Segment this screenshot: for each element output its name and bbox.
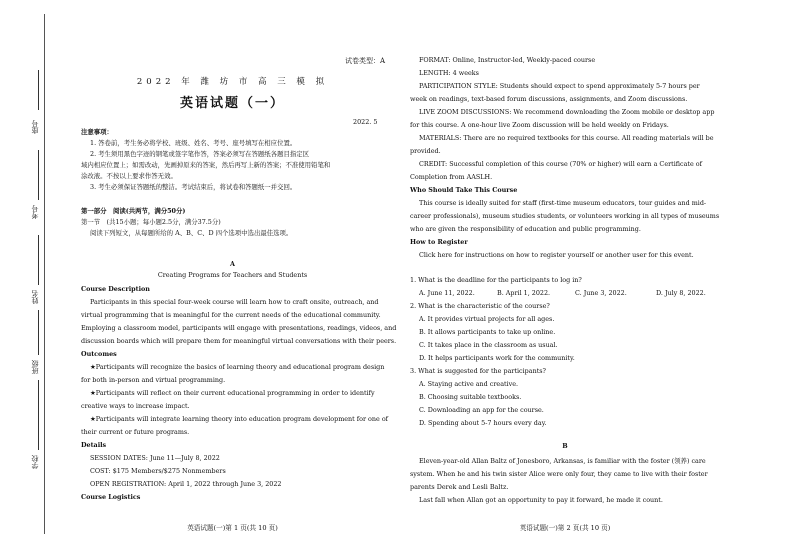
logistics-heading: Course Logistics xyxy=(81,493,141,501)
logistics-line: provided. xyxy=(410,147,441,155)
question-3: 3. What is suggested for the participants? xyxy=(410,367,546,375)
option-a: A. June 11, 2022. xyxy=(419,289,475,297)
class-label: 班级 xyxy=(31,360,39,374)
who-line: who are given the responsibility of education and public programming. xyxy=(410,225,641,233)
notice-item: 3. 考生必须保证答题纸的整洁。考试结束后，将试卷和答题纸一并交回。 xyxy=(90,183,297,191)
paragraph-line: virtual programming that is meaningful for the current needs of the educational community. xyxy=(81,311,381,319)
who-heading: Who Should Take This Course xyxy=(410,186,518,194)
outcome-item: their current or future programs. xyxy=(81,428,190,436)
detail-item: COST: $175 Members/$275 Nonmembers xyxy=(90,467,226,475)
outcome-item: ★Participants will integrate learning theory into education program development for one of xyxy=(90,415,389,423)
passage-b-line: parents Derek and Lesli Baltz. xyxy=(410,483,509,491)
notice-item: 1. 答卷前，考生务必将学校、班级、姓名、考号、座号填写在相应位置。 xyxy=(90,139,297,147)
outcome-item: ★Participants will reflect on their current educational programming in order to identify xyxy=(90,389,375,397)
option-a: A. Staying active and creative. xyxy=(419,380,519,388)
option-d: D. July 8, 2022. xyxy=(656,289,706,297)
register-heading: How to Register xyxy=(410,238,468,246)
outcome-item: creative ways to increase impact. xyxy=(81,402,190,410)
option-c: C. June 3, 2022. xyxy=(575,289,627,297)
who-line: career professionals), museum studies students, or volunteers working in all types of museums xyxy=(410,212,720,220)
logistics-line: for this course. A one-hour live Zoom discussion will be held weekly on Fridays. xyxy=(410,121,669,129)
exam-name: 2022 年 潍 坊 市 高 三 模 拟 xyxy=(136,77,329,87)
fill-line xyxy=(38,310,39,355)
passage-label: A xyxy=(230,260,235,268)
outcome-item: for both in-person and virtual programming. xyxy=(81,376,226,384)
option-c: C. Downloading an app for the course. xyxy=(419,406,544,414)
logistics-line: PARTICIPATION STYLE: Students should expect to spend approximately 5-7 hours per xyxy=(419,82,700,90)
paragraph-line: Employing a classroom model, participants will engage with presentations, readings, videos, and xyxy=(81,324,397,332)
page-footer: 英语试题(一)第 2 页(共 10 页) xyxy=(519,524,611,532)
exam-date: 2022. 5 xyxy=(353,118,378,126)
instruction: 阅读下列短文，从每题所给的 A、B、C、D 四个选项中选出最佳选项。 xyxy=(90,229,293,237)
binding-line xyxy=(44,14,45,534)
option-d: D. It helps participants work for the community. xyxy=(419,354,575,362)
logistics-line: week on readings, text-based forum discussions, assignments, and Zoom discussions. xyxy=(410,95,688,103)
page-footer: 英语试题(一)第 1 页(共 10 页) xyxy=(187,524,278,532)
notice-item: 涂改液。不按以上要求作答无效。 xyxy=(81,172,177,180)
passage-b-line: Last fall when Allan got an opportunity to pay it forward, he made it count. xyxy=(419,496,663,504)
logistics-line: LIVE ZOOM DISCUSSIONS: We recommend downloading the Zoom mobile or desktop app xyxy=(419,108,715,116)
option-b: B. Choosing suitable textbooks. xyxy=(419,393,522,401)
outcomes-heading: Outcomes xyxy=(81,350,117,358)
logistics-line: CREDIT: Successful completion of this course (70% or higher) will earn a Certificate of xyxy=(419,160,703,168)
page-title: 英语试题（一） xyxy=(179,96,285,111)
option-b: B. It allows participants to take up online. xyxy=(419,328,556,336)
option-b: B. April 1, 2022. xyxy=(497,289,551,297)
logistics-line: LENGTH: 4 weeks xyxy=(419,69,479,77)
passage-b-label: B xyxy=(562,442,568,450)
seat-number-label: 座号 xyxy=(31,120,39,134)
school-label: 学校 xyxy=(31,455,39,469)
passage-b-line: system. When he and his twin sister Alice were only four, they came to live with their foster xyxy=(410,470,708,478)
logistics-line: MATERIALS: There are no required textbooks for this course. All reading materials will be xyxy=(419,134,714,142)
notice-item: 2. 考生须用黑色字迹的钢笔或签字笔作答，答案必须写在答题纸各题目指定区 xyxy=(90,150,310,158)
question-1: 1. What is the deadline for the participants to log in? xyxy=(410,276,582,284)
name-label: 姓名 xyxy=(31,290,39,304)
detail-item: OPEN REGISTRATION: April 1, 2022 through June 3, 2022 xyxy=(90,480,282,488)
logistics-line: Completion from AASLH. xyxy=(410,173,493,181)
paragraph-line: Participants in this special four-week course will learn how to craft onsite, outreach, and xyxy=(90,298,379,306)
question-2: 2. What is the characteristic of the course? xyxy=(410,302,550,310)
paper-type: 试卷类型：A xyxy=(345,57,386,65)
fill-line xyxy=(38,380,39,450)
detail-item: SESSION DATES: June 11—July 8, 2022 xyxy=(90,454,220,462)
who-line: This course is ideally suited for staff (first-time museum educators, tour guides and mid- xyxy=(419,199,707,207)
course-description-heading: Course Description xyxy=(81,285,150,293)
option-a: A. It provides virtual projects for all ages. xyxy=(419,315,555,323)
fill-line xyxy=(38,70,39,110)
fill-line xyxy=(38,235,39,285)
option-c: C. It takes place in the classroom as usual. xyxy=(419,341,558,349)
paragraph-line: discussion boards which will prepare them for meaningful virtual conversations with their peers. xyxy=(81,337,397,345)
logistics-line: FORMAT: Online, Instructor-led, Weekly-paced course xyxy=(419,56,596,64)
passage-title: Creating Programs for Teachers and Students xyxy=(157,271,308,279)
outcome-item: ★Participants will recognize the basics of learning theory and educational program design xyxy=(90,363,385,371)
part-heading: 第一部分 阅读(共两节，满分50分) xyxy=(81,207,186,215)
exam-number-label: 考号 xyxy=(31,205,39,219)
option-d: D. Spending about 5-7 hours every day. xyxy=(419,419,547,427)
section-heading: 第一节 (共15小题；每小题2.5分，满分37.5分) xyxy=(81,218,221,226)
register-text: Click here for instructions on how to register yourself or another user for this event. xyxy=(419,251,694,259)
passage-b-line: Eleven-year-old Allan Baltz of Jonesboro, Arkansas, is familiar with the foster (领养) care xyxy=(419,457,706,465)
details-heading: Details xyxy=(81,441,107,449)
fill-line xyxy=(38,150,39,200)
notice-heading: 注意事项： xyxy=(81,128,113,136)
notice-item: 域内相应位置上；如需改动，先画掉原来的答案，然后再写上新的答案；不准使用铅笔和 xyxy=(81,161,331,169)
